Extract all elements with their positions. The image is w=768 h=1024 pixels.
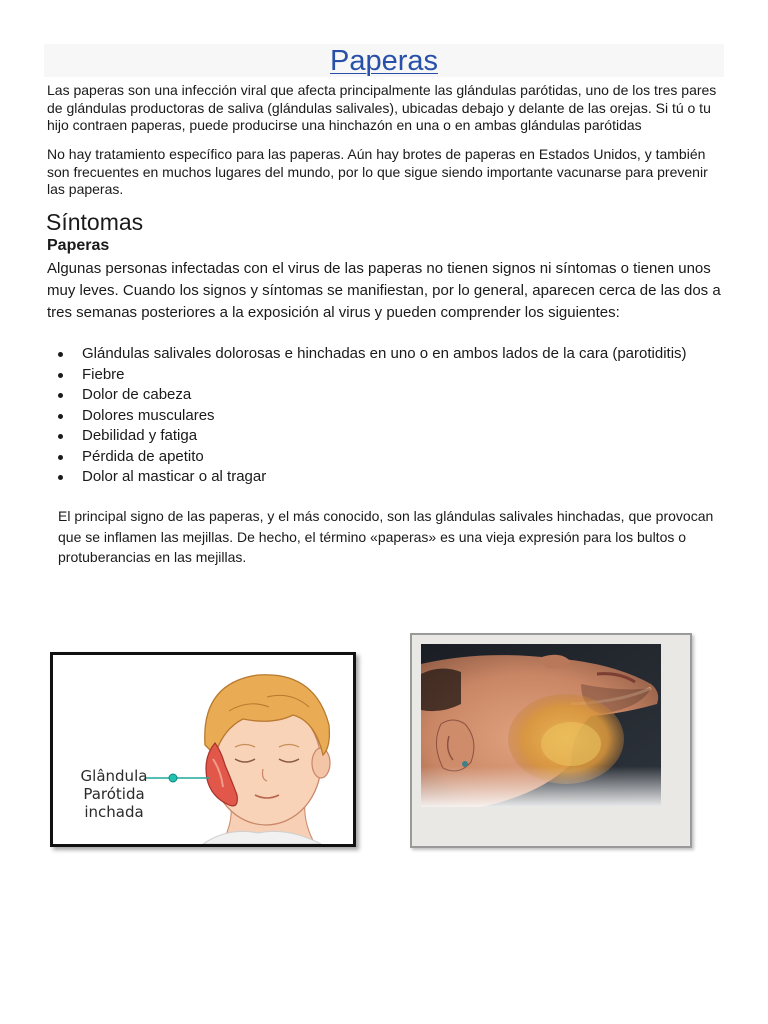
- parotid-illustration: [50, 652, 356, 847]
- section-subheading: Paperas: [47, 237, 110, 254]
- page-title: Paperas: [329, 45, 438, 77]
- list-item: [47, 365, 687, 386]
- note-paragraph: El principal signo de las paperas, y el más conocido, son las glándulas salivales hinchadas, que provocan que se inflamen las mejillas. De hecho, el término «paperas» es una vieja expresión para los bultos o protuberancias en las mejillas.: [58, 508, 714, 565]
- symptom-text: Dolor de cabeza: [82, 386, 192, 403]
- symptom-text: Debilidad y fatiga: [82, 427, 198, 444]
- list-item: [47, 406, 687, 427]
- symptom-text: Glándulas salivales dolorosas e hinchadas en uno o en ambos lados de la cara (parotiditis): [82, 345, 687, 362]
- list-item: [47, 385, 687, 406]
- symptom-text: Dolores musculares: [82, 406, 215, 424]
- symptom-text: Pérdida de apetito: [82, 447, 204, 465]
- symptom-text: Fiebre: [82, 365, 125, 383]
- bullet-icon: [58, 455, 63, 460]
- bullet-icon: [58, 373, 63, 378]
- list-item: [47, 447, 687, 468]
- intro-paragraph-2: No hay tratamiento específico para las paperas. Aún hay brotes de paperas en Estados Unidos, y también son frecuentes en muchos lugares del mundo, por lo que sigue siendo importante vacunarse para prevenir las paperas.: [47, 146, 708, 197]
- illustration-caption: Glândula Parótida inchada: [80, 767, 148, 821]
- title-bar: [44, 44, 724, 77]
- bullet-icon: [58, 352, 63, 357]
- list-item: [47, 344, 687, 365]
- bullet-icon: [58, 414, 63, 419]
- bullet-icon: [58, 434, 63, 439]
- section-heading: Síntomas: [46, 209, 144, 235]
- intro-paragraph-1: Las paperas son una infección viral que afecta principalmente las glándulas parótidas, uno de los tres pares de glándulas productoras de saliva (glándulas salivales), ubicadas debajo y delante de las orejas. Si tú o tu hijo contraen paperas, puede producirse una hinchazón en una o en ambas glándulas parótidas: [47, 82, 717, 133]
- symptom-list: [47, 344, 687, 488]
- symptom-text: Dolor al masticar o al tragar: [82, 468, 267, 485]
- patient-photo: [410, 633, 692, 848]
- list-item: [47, 467, 687, 488]
- swollen-neck-photo: [421, 644, 661, 807]
- section-body: Algunas personas infectadas con el virus de las paperas no tienen signos ni síntomas o tienen unos muy leves. Cuando los signos y síntomas se manifiestan, por lo general, aparecen cerca de las dos a tres semanas posteriores a la exposición al virus y pueden comprender los siguientes:: [47, 260, 721, 321]
- bullet-icon: [58, 393, 63, 398]
- bullet-icon: [58, 475, 63, 480]
- list-item: [47, 426, 687, 447]
